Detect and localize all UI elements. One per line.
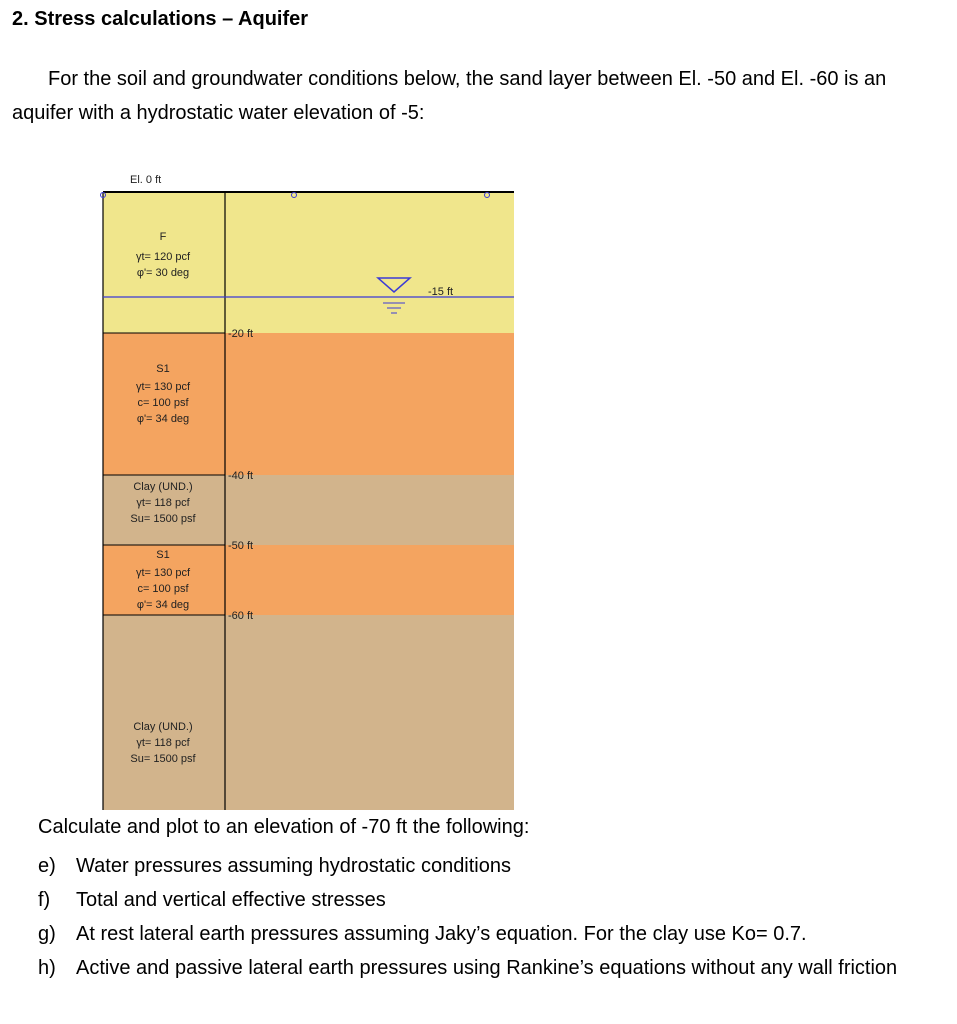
layer-property: γt= 130 pcf (135, 567, 191, 579)
layer-property: Su= 1500 psf (130, 513, 196, 525)
elevation-label-50: -50 ft (228, 540, 254, 552)
layer-property: φ'= 30 deg (136, 267, 190, 279)
list-item (38, 917, 938, 951)
task-list (38, 849, 938, 985)
layer-label-clay-1 (130, 481, 196, 525)
layer-label-clay-2 (130, 721, 196, 765)
layer-property: φ'= 34 deg (136, 413, 190, 425)
elevation-label-40: -40 ft (228, 470, 254, 482)
item-text: Active and passive lateral earth pressures using Rankine’s equations without any wall friction (76, 957, 898, 979)
item-marker: h) (38, 957, 56, 979)
layer-property: c= 100 psf (137, 583, 189, 595)
layer-name: Clay (UND.) (133, 721, 193, 733)
layer-name: F (159, 231, 167, 243)
top-elevation-label: El. 0 ft (130, 174, 162, 186)
item-text: Water pressures assuming hydrostatic conditions (76, 855, 511, 877)
intro-paragraph (12, 62, 952, 130)
item-marker: f) (38, 889, 51, 911)
intro-text: For the soil and groundwater conditions below, the sand layer between El. -50 and El. -60 is an aquifer with a hydrostatic water elevation of -5: (12, 68, 887, 124)
elevation-label-60: -60 ft (228, 610, 254, 622)
soil-profile-diagram (0, 160, 957, 816)
list-item (38, 951, 938, 985)
elevation-label-20: -20 ft (228, 328, 254, 340)
layer-property: c= 100 psf (137, 397, 189, 409)
list-item (38, 883, 938, 917)
layer-name: S1 (156, 363, 170, 375)
layer-fill-clay-2 (103, 615, 514, 810)
item-marker: e) (38, 855, 56, 877)
item-marker: g) (38, 923, 56, 945)
item-text: At rest lateral earth pressures assuming Jaky’s equation. For the clay use Ko= 0.7. (76, 923, 807, 945)
layer-property: γt= 120 pcf (135, 251, 191, 263)
layer-property: γt= 118 pcf (136, 497, 190, 509)
layer-property: γt= 118 pcf (136, 737, 190, 749)
item-text: Total and vertical effective stresses (76, 889, 386, 911)
section-heading: 2. Stress calculations – Aquifer (12, 8, 309, 30)
layer-name: S1 (156, 549, 170, 561)
list-item (38, 849, 938, 883)
calculation-intro: Calculate and plot to an elevation of -70 ft the following: (38, 816, 530, 838)
layer-property: φ'= 34 deg (136, 599, 190, 611)
water-elevation-label: -15 ft (428, 286, 454, 298)
layer-property: Su= 1500 psf (130, 753, 196, 765)
layer-name: Clay (UND.) (133, 481, 193, 493)
layer-property: γt= 130 pcf (135, 381, 191, 393)
